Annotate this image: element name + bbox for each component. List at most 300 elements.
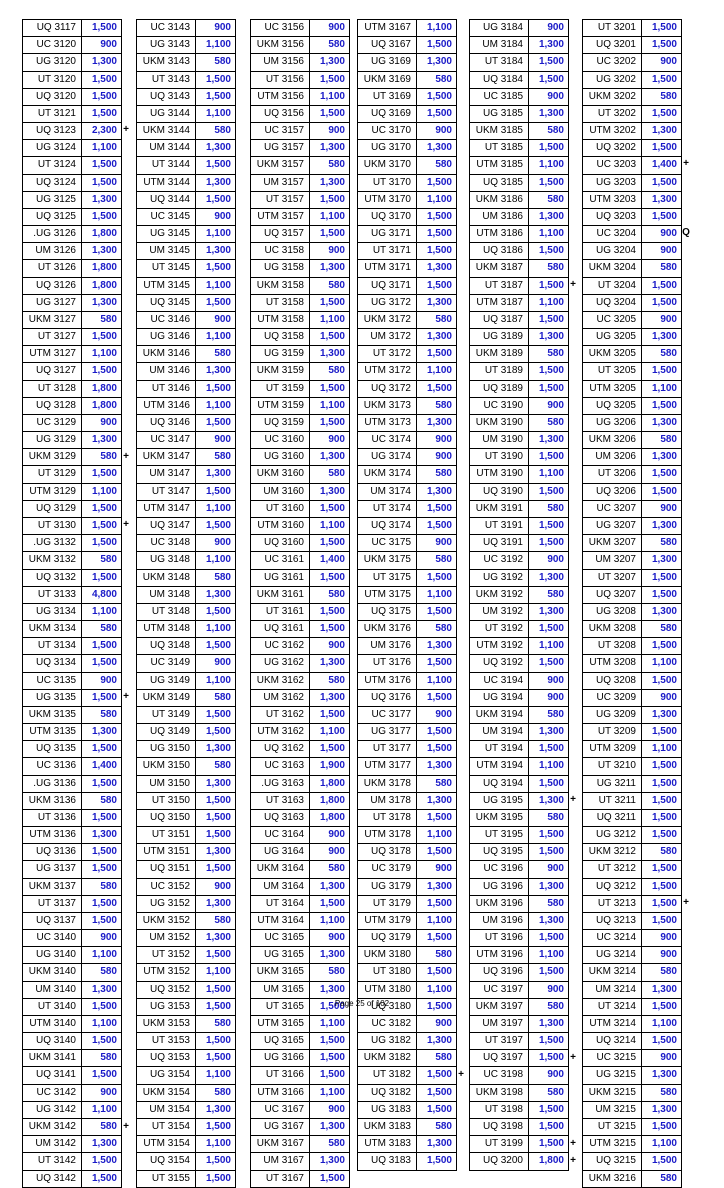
course-code: UT 3149 [137,707,196,723]
table-row [583,363,681,380]
table-row [251,896,349,913]
table-row [137,1119,235,1136]
course-code: UC 3205 [583,312,642,328]
course-code: UQ 3150 [137,810,196,826]
course-code: UKM 3189 [470,346,529,362]
table-row [251,243,349,260]
course-code: UT 3214 [583,999,642,1015]
course-code: UQ 3146 [137,415,196,431]
row-marker: Q [682,227,690,239]
price-value: 1,500 [538,743,564,755]
course-code: UQ 3163 [251,810,310,826]
course-code: UG 3196 [470,879,529,895]
price-value: 1,100 [538,640,564,652]
course-code: UM 3192 [470,604,529,620]
course-code: UQ 3180 [358,999,417,1015]
course-code: UT 3160 [251,501,310,517]
table-row [137,243,235,260]
course-code: UTM 3172 [358,363,417,379]
table-row [583,140,681,157]
course-code: UQ 3185 [470,175,529,191]
course-code: UKM 3144 [137,123,196,139]
course-code: UC 3190 [470,398,529,414]
table-row [23,466,121,483]
price-value: 1,500 [426,519,452,531]
table-row [470,466,568,483]
course-code: UG 3215 [583,1067,642,1083]
table-row [23,484,121,501]
course-code: UTM 3171 [358,260,417,276]
table-row [358,226,456,243]
course-code: UG 3174 [358,449,417,465]
price-value: 580 [547,1086,564,1098]
course-code: UKM 3194 [470,707,529,723]
price-value: 580 [328,674,345,686]
table-row [251,106,349,123]
price-value: 900 [660,1052,677,1064]
table-row [583,54,681,71]
course-code: UT 3172 [358,346,417,362]
price-value: 900 [100,674,117,686]
table-row [137,1033,235,1050]
price-value: 1,100 [91,142,117,154]
table-row [358,724,456,741]
table-row [470,54,568,71]
course-code: UM 3156 [251,54,310,70]
table-row [23,879,121,896]
table-row [23,449,121,466]
course-code: UC 3156 [251,20,310,36]
table-row [23,312,121,329]
price-value: 1,500 [319,331,345,343]
price-value: 1,500 [205,382,231,394]
table-row [583,810,681,827]
price-value: 1,100 [426,983,452,995]
table-row [583,295,681,312]
price-value: 1,300 [205,176,231,188]
table-row [137,776,235,793]
table-row [137,604,235,621]
course-code: UM 3162 [251,690,310,706]
course-code: UQ 3124 [23,175,82,191]
table-row [470,724,568,741]
course-code: UTM 3167 [358,20,417,36]
course-code: UKM 3149 [137,690,196,706]
price-value: 1,100 [205,228,231,240]
table-row [251,398,349,415]
table-row [251,758,349,775]
table-row [470,1016,568,1033]
price-value: 900 [547,691,564,703]
course-code: UG 3124 [23,140,82,156]
price-value: 1,500 [91,365,117,377]
table-row [23,123,121,140]
table-row [358,964,456,981]
price-value: 1,500 [426,726,452,738]
price-value: 1,500 [651,794,677,806]
course-code: UM 3146 [137,363,196,379]
table-row [251,964,349,981]
table-row [23,982,121,999]
price-value: 900 [660,932,677,944]
course-code: UG 3129 [23,432,82,448]
price-value: 900 [214,22,231,33]
table-row [358,827,456,844]
table-row [583,947,681,964]
price-value: 1,500 [205,983,231,995]
price-value: 1,500 [91,1172,117,1184]
course-code: UKM 3172 [358,312,417,328]
table-row [358,776,456,793]
price-value: 1,300 [651,708,677,720]
price-value: 1,100 [538,228,564,240]
course-code: UT 3194 [470,741,529,757]
course-code: UTM 3166 [251,1085,310,1101]
price-value: 1,100 [205,674,231,686]
table-row [358,690,456,707]
price-value: 1,500 [91,468,117,480]
table-row [470,758,568,775]
table-row [23,72,121,89]
course-code: UKM 3134 [23,621,82,637]
table-row [358,363,456,380]
table-row [23,363,121,380]
price-value: 1,500 [319,228,345,240]
price-value: 1,500 [91,502,117,514]
course-code: UM 3145 [137,243,196,259]
course-code: UT 3164 [251,896,310,912]
price-value: 1,500 [651,914,677,926]
price-value: 1,100 [91,485,117,497]
price-value: 580 [214,1017,231,1029]
price-value: 1,300 [538,331,564,343]
price-value: 1,300 [538,1017,564,1029]
price-value: 2,300 [91,125,117,137]
price-value: 580 [100,451,117,463]
table-row [358,1067,456,1084]
price-value: 1,500 [91,1069,117,1081]
table-row [23,192,121,209]
table-row [470,1136,568,1153]
table-row [358,638,456,655]
course-code: UKM 3204 [583,260,642,276]
course-code: UKM 3216 [583,1171,642,1187]
price-value: 1,500 [651,640,677,652]
price-value: 1,500 [426,1069,452,1081]
course-code: UT 3211 [583,793,642,809]
price-value: 1,100 [426,193,452,205]
table-row [583,20,681,37]
course-code: UQ 3171 [358,278,417,294]
table-row [23,690,121,707]
course-code: UKM 3198 [470,1085,529,1101]
price-value: 1,500 [319,1052,345,1064]
course-code: UT 3195 [470,827,529,843]
course-code: UKM 3148 [137,570,196,586]
price-value: 1,500 [205,159,231,171]
price-value: 900 [660,502,677,514]
price-value: 1,300 [91,983,117,995]
price-value: 1,500 [426,176,452,188]
price-value: 900 [214,657,231,669]
course-code: UG 3150 [137,741,196,757]
table-row [583,1067,681,1084]
price-value: 1,300 [651,1069,677,1081]
course-code: UT 3159 [251,381,310,397]
table-row [137,175,235,192]
table-row [583,1033,681,1050]
course-code: UC 3143 [137,20,196,36]
course-code: UQ 3141 [23,1067,82,1083]
price-value: 1,500 [205,726,231,738]
price-value: 1,500 [319,623,345,635]
table-row [358,54,456,71]
price-value: 1,300 [538,39,564,51]
course-code: UKM 3174 [358,466,417,482]
price-value: 1,100 [319,210,345,222]
price-value: 1,300 [91,245,117,257]
course-code: UTM 3170 [358,192,417,208]
course-code: UT 3199 [470,1136,529,1152]
course-code: UG 3154 [137,1067,196,1083]
price-value: 1,300 [426,760,452,772]
table-row [251,810,349,827]
table-row [251,913,349,930]
table-row [470,106,568,123]
course-code: UQ 3156 [251,106,310,122]
price-value: 1,500 [319,296,345,308]
table-row [358,1153,456,1170]
course-code: UQ 3204 [583,295,642,311]
table-row [251,604,349,621]
course-code: .UG 3126 [23,226,82,242]
course-code: UT 3157 [251,192,310,208]
course-code: UG 3166 [251,1050,310,1066]
course-code: UQ 3192 [470,655,529,671]
price-value: 900 [547,863,564,875]
table-row [23,896,121,913]
price-value: 900 [660,56,677,68]
table-row [470,329,568,346]
price-value: 1,100 [319,914,345,926]
price-value: 1,100 [651,743,677,755]
table-row [583,930,681,947]
course-code: UG 3203 [583,175,642,191]
table-row [23,278,121,295]
table-row [470,1085,568,1102]
price-value: 1,500 [205,416,231,428]
table-row [583,913,681,930]
price-value: 1,500 [538,485,564,497]
price-value: 900 [328,434,345,446]
table-row [358,982,456,999]
table-row [137,896,235,913]
table-row [358,398,456,415]
price-value: 1,100 [538,949,564,961]
table-row [251,432,349,449]
course-code: UQ 3182 [358,1085,417,1101]
table-row [470,621,568,638]
course-code: UT 3191 [470,518,529,534]
price-value: 900 [547,554,564,566]
price-value: 1,800 [91,399,117,411]
price-value: 1,500 [205,1035,231,1047]
table-row [23,89,121,106]
price-value: 1,300 [538,726,564,738]
table-row [583,381,681,398]
course-code: UC 3163 [251,758,310,774]
price-value: 1,100 [319,1086,345,1098]
price-value: 1,100 [319,313,345,325]
table-row [583,209,681,226]
table-row [23,1050,121,1067]
table-row [23,157,121,174]
course-code: UM 3148 [137,587,196,603]
price-value: 1,500 [319,571,345,583]
price-value: 1,100 [91,1017,117,1029]
table-row [251,587,349,604]
price-value: 1,500 [426,846,452,858]
course-code: UG 3172 [358,295,417,311]
course-code: UG 3179 [358,879,417,895]
price-value: 580 [660,966,677,978]
course-code: UQ 3215 [583,1153,642,1169]
table-row [137,861,235,878]
table-row [23,930,121,947]
table-row [470,930,568,947]
table-row [583,879,681,896]
table-row [470,398,568,415]
price-value: 1,300 [205,468,231,480]
course-code: UG 3205 [583,329,642,345]
course-code: UQ 3148 [137,638,196,654]
price-value: 1,500 [319,1069,345,1081]
table-row [23,793,121,810]
table-row [583,587,681,604]
price-value: 1,500 [651,365,677,377]
price-value: 900 [328,640,345,652]
table-row [137,587,235,604]
price-value: 1,300 [426,331,452,343]
course-code: UTM 3173 [358,415,417,431]
table-row [358,243,456,260]
price-value: 1,100 [651,1017,677,1029]
table-row [137,552,235,569]
price-value: 1,300 [205,365,231,377]
price-value: 1,500 [651,107,677,119]
course-code: UTM 3162 [251,724,310,740]
price-value: 1,300 [426,1138,452,1150]
table-row [470,363,568,380]
price-value: 1,500 [651,142,677,154]
price-value: 1,500 [538,365,564,377]
table-row [137,363,235,380]
course-code: UT 3150 [137,793,196,809]
price-value: 1,500 [91,863,117,875]
table-row [470,1050,568,1067]
course-code: UKM 3186 [470,192,529,208]
course-code: UKM 3196 [470,896,529,912]
course-code: UQ 3144 [137,192,196,208]
price-value: 1,300 [651,125,677,137]
price-value: 1,500 [651,399,677,411]
course-code: UKM 3147 [137,449,196,465]
table-row [470,587,568,604]
price-value: 1,500 [91,914,117,926]
course-code: UT 3215 [583,1119,642,1135]
course-code: UKM 3208 [583,621,642,637]
price-value: 1,500 [319,1000,345,1012]
price-value: 1,300 [651,416,677,428]
price-value: 1,300 [319,142,345,154]
table-row [23,638,121,655]
table-row [583,1085,681,1102]
price-value: 580 [214,56,231,68]
price-value: 1,500 [538,1035,564,1047]
course-code: UQ 3207 [583,587,642,603]
course-code: UKM 3135 [23,707,82,723]
table-row [470,655,568,672]
table-row [583,466,681,483]
table-row [358,758,456,775]
table-row [583,1102,681,1119]
table-row [470,1153,568,1170]
price-value: 580 [328,468,345,480]
course-code: UG 3204 [583,243,642,259]
course-code: UT 3166 [251,1067,310,1083]
course-code: UM 3186 [470,209,529,225]
course-code: UQ 3201 [583,37,642,53]
price-value: 1,500 [651,726,677,738]
course-code: UQ 3187 [470,312,529,328]
table-row [583,741,681,758]
course-code: UG 3192 [470,570,529,586]
price-value: 1,500 [205,193,231,205]
course-code: UTM 3127 [23,346,82,362]
course-code: UC 3185 [470,89,529,105]
table-row [137,140,235,157]
price-value: 1,300 [651,331,677,343]
course-code: UQ 3174 [358,518,417,534]
course-code: UM 3178 [358,793,417,809]
price-value: 1,100 [426,914,452,926]
course-code: UC 3207 [583,501,642,517]
table-row [251,209,349,226]
table-row [23,913,121,930]
course-code: UQ 3154 [137,1153,196,1169]
table-row [583,329,681,346]
price-value: 1,500 [651,863,677,875]
table-row [137,20,235,37]
table-row [583,312,681,329]
table-row [251,724,349,741]
table-row [23,415,121,432]
course-code: UKM 3136 [23,793,82,809]
table-row [23,604,121,621]
table-row [251,1067,349,1084]
course-code: UG 3164 [251,844,310,860]
course-code: UC 3203 [583,157,642,173]
course-code: UC 3136 [23,758,82,774]
price-value: 1,300 [91,434,117,446]
price-value: 900 [100,416,117,428]
price-value: 1,500 [205,708,231,720]
course-code: UT 3208 [583,638,642,654]
price-column-4 [357,19,457,1171]
price-value: 1,500 [91,1035,117,1047]
table-row [583,535,681,552]
course-code: UT 3174 [358,501,417,517]
